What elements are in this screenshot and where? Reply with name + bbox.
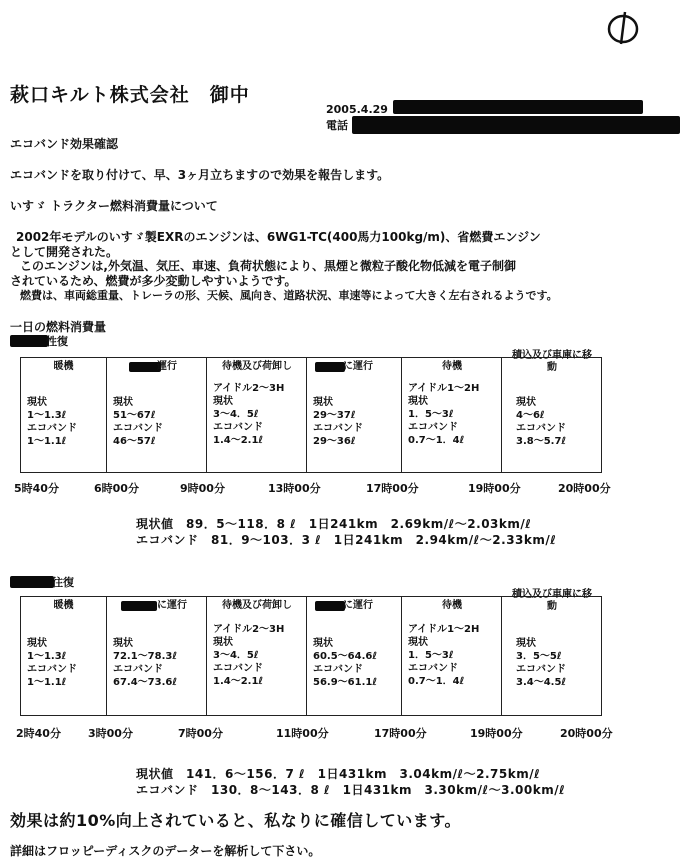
route1-time-3: 9時00分	[180, 482, 225, 495]
route1-time-5: 17時00分	[366, 482, 419, 495]
col-line: エコバンド	[213, 663, 263, 674]
col-line: 現状	[516, 397, 536, 408]
route1-col-5	[401, 358, 502, 472]
col-line: 56.9〜61.1ℓ	[313, 677, 378, 688]
col-line: エコバンド	[408, 663, 458, 674]
col-head: 積込及び車庫に移動	[512, 350, 592, 373]
date: 2005.4.29	[326, 103, 388, 116]
col-body	[516, 396, 566, 448]
daily-consumption-title: 一日の燃料消費量	[10, 320, 107, 334]
col-line: 現状	[408, 396, 428, 407]
col-head: 待機	[442, 600, 462, 611]
route2-time-6: 19時00分	[470, 727, 523, 740]
col-line: 現状	[408, 637, 428, 648]
subject: エコバンド効果確認	[10, 137, 119, 151]
col-line: エコバンド	[113, 664, 163, 675]
col-line: 3.4〜4.5ℓ	[516, 677, 567, 688]
paragraph-line-3: このエンジンは,外気温、気圧、車速、負荷状態により、黒煙と微粒子酸化物低減を電子制御	[20, 259, 516, 273]
col-line: 現状	[213, 396, 233, 407]
addressee: 萩口キルト株式会社 御中	[10, 84, 250, 106]
redacted-route1	[10, 335, 48, 347]
paragraph-line-5: 燃費は、車両総重量、トレーラの形、天候、風向き、道路状況、車速等によって大きく左右されるようです。	[20, 289, 558, 302]
tel-label: 電話	[326, 119, 348, 132]
page-number-mark	[606, 10, 640, 46]
col-head: 運行	[157, 361, 177, 372]
section-title: いすゞ トラクター燃料消費量について	[10, 199, 218, 213]
route1-col-1	[21, 358, 106, 472]
col-line: 3.8〜5.7ℓ	[516, 436, 567, 447]
col-body	[27, 637, 77, 689]
col-line: 現状	[27, 397, 47, 408]
col-body	[313, 396, 363, 448]
col-line: 1．5〜3ℓ	[408, 409, 454, 420]
col-line: エコバンド	[113, 423, 163, 434]
route1-summary-current: 現状値 89．5〜118．8 ℓ 1日241km 2.69km/ℓ〜2.03km/ℓ	[136, 517, 532, 531]
route1-col-3	[206, 358, 307, 472]
col-line: 3〜4．5ℓ	[213, 650, 259, 661]
col-body	[408, 623, 479, 688]
redacted-sender	[393, 100, 643, 114]
col-line: 1〜1.1ℓ	[27, 677, 67, 688]
route2-time-2: 3時00分	[88, 727, 133, 740]
route2-summary-current: 現状値 141．6〜156．7 ℓ 1日431km 3.04km/ℓ〜2.75km/ℓ	[136, 767, 541, 781]
col-line: 1.4〜2.1ℓ	[213, 435, 264, 446]
col-line: 1．5〜3ℓ	[408, 650, 454, 661]
route2-label: 往復	[52, 576, 74, 589]
col-line: 3〜4．5ℓ	[213, 409, 259, 420]
route2-col-1	[21, 597, 106, 715]
col-line: 60.5〜64.6ℓ	[313, 651, 378, 662]
col-head: 待機及び荷卸し	[222, 361, 292, 372]
col-line: エコバンド	[313, 664, 363, 675]
route1-time-4: 13時00分	[268, 482, 321, 495]
col-line: 29〜37ℓ	[313, 410, 356, 421]
redacted-route2	[10, 576, 54, 588]
paragraph-line-1: 2002年モデルのいすゞ製EXRのエンジンは、6WG1-TC(400馬力100kg/m)、省燃費エンジン	[16, 230, 541, 244]
col-line: 現状	[113, 638, 133, 649]
redacted-place	[315, 601, 345, 611]
col-head: 積込及び車庫に移動	[512, 589, 592, 612]
col-line: 現状	[213, 637, 233, 648]
route1-time-7: 20時00分	[558, 482, 611, 495]
col-line: エコバンド	[213, 422, 263, 433]
route1-time-1: 5時40分	[14, 482, 59, 495]
route2-col-2	[106, 597, 207, 715]
route2-time-7: 20時00分	[560, 727, 613, 740]
conclusion: 効果は約10%向上されていると、私なりに確信しています。	[10, 811, 462, 830]
route1-label: 性復	[46, 335, 68, 348]
route1-col-4	[306, 358, 402, 472]
col-line: エコバンド	[516, 423, 566, 434]
route2-col-5	[401, 597, 502, 715]
route1-time-2: 6時00分	[94, 482, 139, 495]
col-line: 現状	[27, 638, 47, 649]
col-line: 29〜36ℓ	[313, 436, 356, 447]
col-line: 現状	[113, 397, 133, 408]
redacted-phone	[352, 116, 680, 134]
col-line: アイドル1〜2H	[408, 624, 480, 635]
col-line: 1〜1.3ℓ	[27, 410, 67, 421]
paragraph-line-2: として開発された。	[10, 245, 119, 259]
col-line: アイドル2〜3H	[213, 383, 285, 394]
col-line: 1〜1.3ℓ	[27, 651, 67, 662]
route2-col-4	[306, 597, 402, 715]
col-line: エコバンド	[516, 664, 566, 675]
col-line: 72.1〜78.3ℓ	[113, 651, 178, 662]
route2-col-3	[206, 597, 307, 715]
col-line: 0.7〜1．4ℓ	[408, 676, 465, 687]
route1-col-6	[501, 350, 602, 472]
col-line: 現状	[516, 638, 536, 649]
intro-text: エコバンドを取り付けて、早、3ヶ月立ちますので効果を報告します。	[10, 168, 390, 182]
col-head: に運行	[343, 361, 373, 372]
col-head: に運行	[343, 600, 373, 611]
col-head: 待機及び荷卸し	[222, 600, 292, 611]
col-body	[516, 637, 566, 689]
col-body	[313, 637, 377, 689]
col-line: 51〜67ℓ	[113, 410, 156, 421]
footer-note: 詳細はフロッピーディスクのデーターを解析して下さい。	[10, 844, 321, 858]
col-line: アイドル1〜2H	[408, 383, 480, 394]
route1-summary-eco: エコバンド 81．9〜103．3 ℓ 1日241km 2.94km/ℓ〜2.33km/ℓ	[136, 533, 557, 547]
col-line: エコバンド	[408, 422, 458, 433]
route1-table	[20, 350, 602, 473]
route2-time-3: 7時00分	[178, 727, 223, 740]
route2-summary-eco: エコバンド 130．8〜143．8 ℓ 1日431km 3.30km/ℓ〜3.00km/ℓ	[136, 783, 566, 797]
col-line: 1.4〜2.1ℓ	[213, 676, 264, 687]
route1-col-2	[106, 358, 207, 472]
col-head: 暖機	[53, 600, 74, 611]
col-head: に運行	[157, 600, 187, 611]
col-head: 暖機	[53, 361, 74, 372]
col-line: 現状	[313, 638, 333, 649]
col-body	[113, 396, 163, 448]
col-head: 待機	[442, 361, 462, 372]
col-body	[113, 637, 177, 689]
route1-time-6: 19時00分	[468, 482, 521, 495]
col-body	[213, 623, 284, 688]
col-line: 現状	[313, 397, 333, 408]
redacted-place	[121, 601, 157, 611]
route2-time-5: 17時00分	[374, 727, 427, 740]
col-body	[213, 382, 284, 447]
col-line: 3．5〜5ℓ	[516, 651, 562, 662]
route2-time-4: 11時00分	[276, 727, 329, 740]
route2-table	[20, 589, 602, 716]
paragraph-line-4: されているため、燃費が多少変動しやすいようです。	[10, 274, 297, 288]
route2-time-1: 2時40分	[16, 727, 61, 740]
col-line: エコバンド	[313, 423, 363, 434]
col-line: 4〜6ℓ	[516, 410, 545, 421]
col-body	[27, 396, 77, 448]
col-line: アイドル2〜3H	[213, 624, 285, 635]
redacted-place	[315, 362, 345, 372]
col-line: 46〜57ℓ	[113, 436, 156, 447]
col-body	[408, 382, 479, 447]
col-line: エコバンド	[27, 664, 77, 675]
col-line: 1〜1.1ℓ	[27, 436, 67, 447]
route2-col-6	[501, 589, 602, 715]
col-line: 67.4〜73.6ℓ	[113, 677, 178, 688]
col-line: 0.7〜1．4ℓ	[408, 435, 465, 446]
col-line: エコバンド	[27, 423, 77, 434]
